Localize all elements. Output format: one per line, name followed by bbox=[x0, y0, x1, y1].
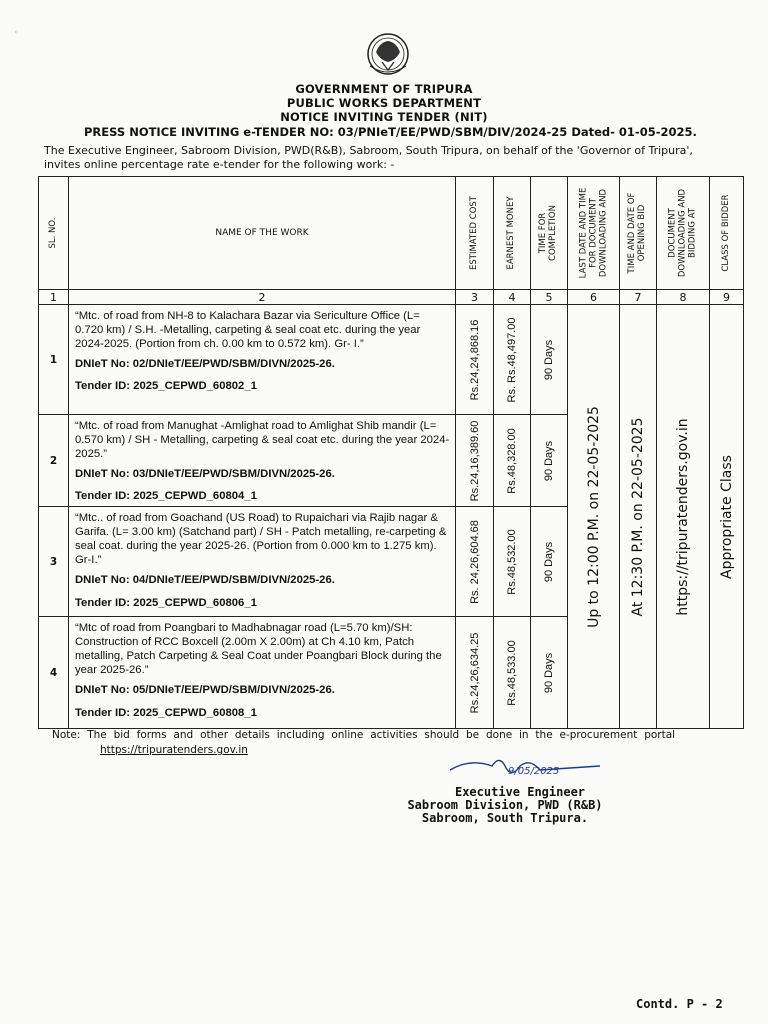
header-time: TIME FOR COMPLETION bbox=[531, 177, 568, 290]
col-number: 2 bbox=[69, 290, 456, 305]
portal-cell bbox=[657, 305, 710, 729]
earnest-money-cell: Rs.48,328.00 bbox=[494, 415, 531, 507]
table-row bbox=[39, 305, 744, 415]
dniet-number: DNIeT No: 03/DNIeT/EE/PWD/SBM/DIVN/2025-26. bbox=[75, 468, 335, 481]
column-number-row bbox=[39, 290, 744, 305]
row-sl: 4 bbox=[39, 617, 69, 729]
work-cell bbox=[69, 617, 456, 729]
intro-line-1: The Executive Engineer, Sabroom Division, PWD(R&B), Sabroom, South Tripura, on behalf of the 'Governor of Tripura', bbox=[44, 144, 693, 157]
signatory-location: Sabroom, South Tripura. bbox=[421, 811, 589, 825]
col-number: 9 bbox=[710, 290, 744, 305]
earnest-money-cell: Rs.48,532.00 bbox=[494, 507, 531, 617]
work-cell bbox=[69, 305, 456, 415]
estimated-cost-cell: Rs.24,16,389.60 bbox=[456, 415, 494, 507]
earnest-money-cell: Rs.48,533.00 bbox=[494, 617, 531, 729]
dniet-number: DNIeT No: 04/DNIeT/EE/PWD/SBM/DIVN/2025-26. bbox=[75, 574, 335, 587]
col-number: 6 bbox=[568, 290, 620, 305]
header-government: GOVERNMENT OF TRIPURA bbox=[295, 82, 473, 96]
bidder-class-cell: Appropriate Class bbox=[710, 305, 744, 729]
portal-link[interactable]: https://tripuratenders.gov.in bbox=[675, 417, 691, 616]
tender-id: Tender ID: 2025_CEPWD_60808_1 bbox=[75, 706, 257, 719]
row-sl: 3 bbox=[39, 507, 69, 617]
completion-time-cell: 90 Days bbox=[531, 305, 568, 415]
col-number: 4 bbox=[494, 290, 531, 305]
col-number: 7 bbox=[620, 290, 657, 305]
work-description: “Mtc.. of road from Goachand (US Road) to Rupaichari via Rajib nagar & Garifa. (L= 3.00 km) (Satchand part) / SH - Patch metalling, re-carpeting & seal coat. during the year 2025-26. (Portion from 0.000 km to 1.275 km). Gr-I.” bbox=[75, 512, 447, 567]
row-sl: 2 bbox=[39, 415, 69, 507]
completion-time-cell: 90 Days bbox=[531, 617, 568, 729]
header-nit: NOTICE INVITING TENDER (NIT) bbox=[280, 110, 488, 124]
table-header-row bbox=[39, 177, 744, 290]
work-description: “Mtc of road from Poangbari to Madhabnagar road (L=5.70 km)/SH: Construction of RCC Boxcell (2.00m X 2.00m) at Ch 4.10 km, Patch metalling, Patch Carpeting & Seal Coat under Poangbari Block during the year 2025-26.” bbox=[75, 622, 442, 677]
header-downloading: DOCUMENT DOWNLOADING AND BIDDING AT bbox=[657, 177, 710, 290]
tender-id: Tender ID: 2025_CEPWD_60802_1 bbox=[75, 380, 257, 393]
work-description: “Mtc. of road from Manughat -Amlighat road to Amlighat Shib mandir (L= 0.570 km) / SH - Metalling, carpeting & seal coat etc. during the year 2024-2025.” bbox=[75, 420, 450, 461]
estimated-cost-cell: Rs. 24,26,604.68 bbox=[456, 507, 494, 617]
tender-id: Tender ID: 2025_CEPWD_60806_1 bbox=[75, 596, 257, 609]
work-cell bbox=[69, 507, 456, 617]
header-class: CLASS OF BIDDER bbox=[710, 177, 744, 290]
header-name-of-work: NAME OF THE WORK bbox=[69, 177, 456, 290]
note-portal-link[interactable]: https://tripuratenders.gov.in bbox=[100, 744, 248, 756]
col-number: 5 bbox=[531, 290, 568, 305]
col-number: 8 bbox=[657, 290, 710, 305]
intro-line-2: invites online percentage rate e-tender for the following work: - bbox=[44, 158, 395, 171]
col-number: 3 bbox=[456, 290, 494, 305]
row-sl: 1 bbox=[39, 305, 69, 415]
col-number: 1 bbox=[39, 290, 69, 305]
press-notice-title: PRESS NOTICE INVITING e-TENDER NO: 03/PNIeT/EE/PWD/SBM/DIV/2024-25 Dated- 01-05-2025. bbox=[84, 125, 697, 139]
dniet-number: DNIeT No: 02/DNIeT/EE/PWD/SBM/DIVN/2025-26. bbox=[75, 358, 335, 371]
page-mark: ◦ bbox=[14, 28, 19, 37]
completion-time-cell: 90 Days bbox=[531, 415, 568, 507]
earnest-money-cell: Rs. Rs.48,497.00 bbox=[494, 305, 531, 415]
tripura-emblem-icon bbox=[362, 32, 414, 80]
completion-time-cell: 90 Days bbox=[531, 507, 568, 617]
estimated-cost-cell: Rs.24,24,868.16 bbox=[456, 305, 494, 415]
tender-table bbox=[38, 176, 744, 729]
note-text: Note: The bid forms and other details including online activities should be done in the e-procurement portal bbox=[52, 729, 676, 741]
dniet-number: DNIeT No: 05/DNIeT/EE/PWD/SBM/DIVN/2025-26. bbox=[75, 684, 335, 697]
signature-icon bbox=[440, 752, 610, 788]
signatory-division: Sabroom Division, PWD (R&B) bbox=[407, 798, 603, 812]
signatory-title: Executive Engineer bbox=[454, 785, 586, 799]
estimated-cost-cell: Rs.24,26,634.25 bbox=[456, 617, 494, 729]
work-description: “Mtc. of road from NH-8 to Kalachara Bazar via Sericulture Office (L= 0.720 km) / S.H. -Metalling, carpeting & seal coat etc. during the year 2024-2025. (Portion from ch. 0.00 km to 0.572 km). Gr- I.” bbox=[75, 310, 421, 351]
work-cell bbox=[69, 415, 456, 507]
opening-date-cell: At 12:30 P.M. on 22-05-2025 bbox=[620, 305, 657, 729]
signature-date: 9/05/2025 bbox=[508, 766, 560, 777]
header-estimated-cost: ESTIMATED COST bbox=[456, 177, 494, 290]
header-last-date: LAST DATE AND TIME FOR DOCUMENT DOWNLOADING AND bbox=[568, 177, 620, 290]
last-date-cell: Up to 12:00 P.M. on 22-05-2025 bbox=[568, 305, 620, 729]
header-earnest-money: EARNEST MONEY bbox=[494, 177, 531, 290]
header-department: PUBLIC WORKS DEPARTMENT bbox=[286, 96, 482, 110]
tender-id: Tender ID: 2025_CEPWD_60804_1 bbox=[75, 490, 257, 503]
header-sl: SL. NO. bbox=[39, 177, 69, 290]
continued-marker: Contd. P - 2 bbox=[636, 997, 723, 1011]
header-opening: TIME AND DATE OF OPENING BID bbox=[620, 177, 657, 290]
